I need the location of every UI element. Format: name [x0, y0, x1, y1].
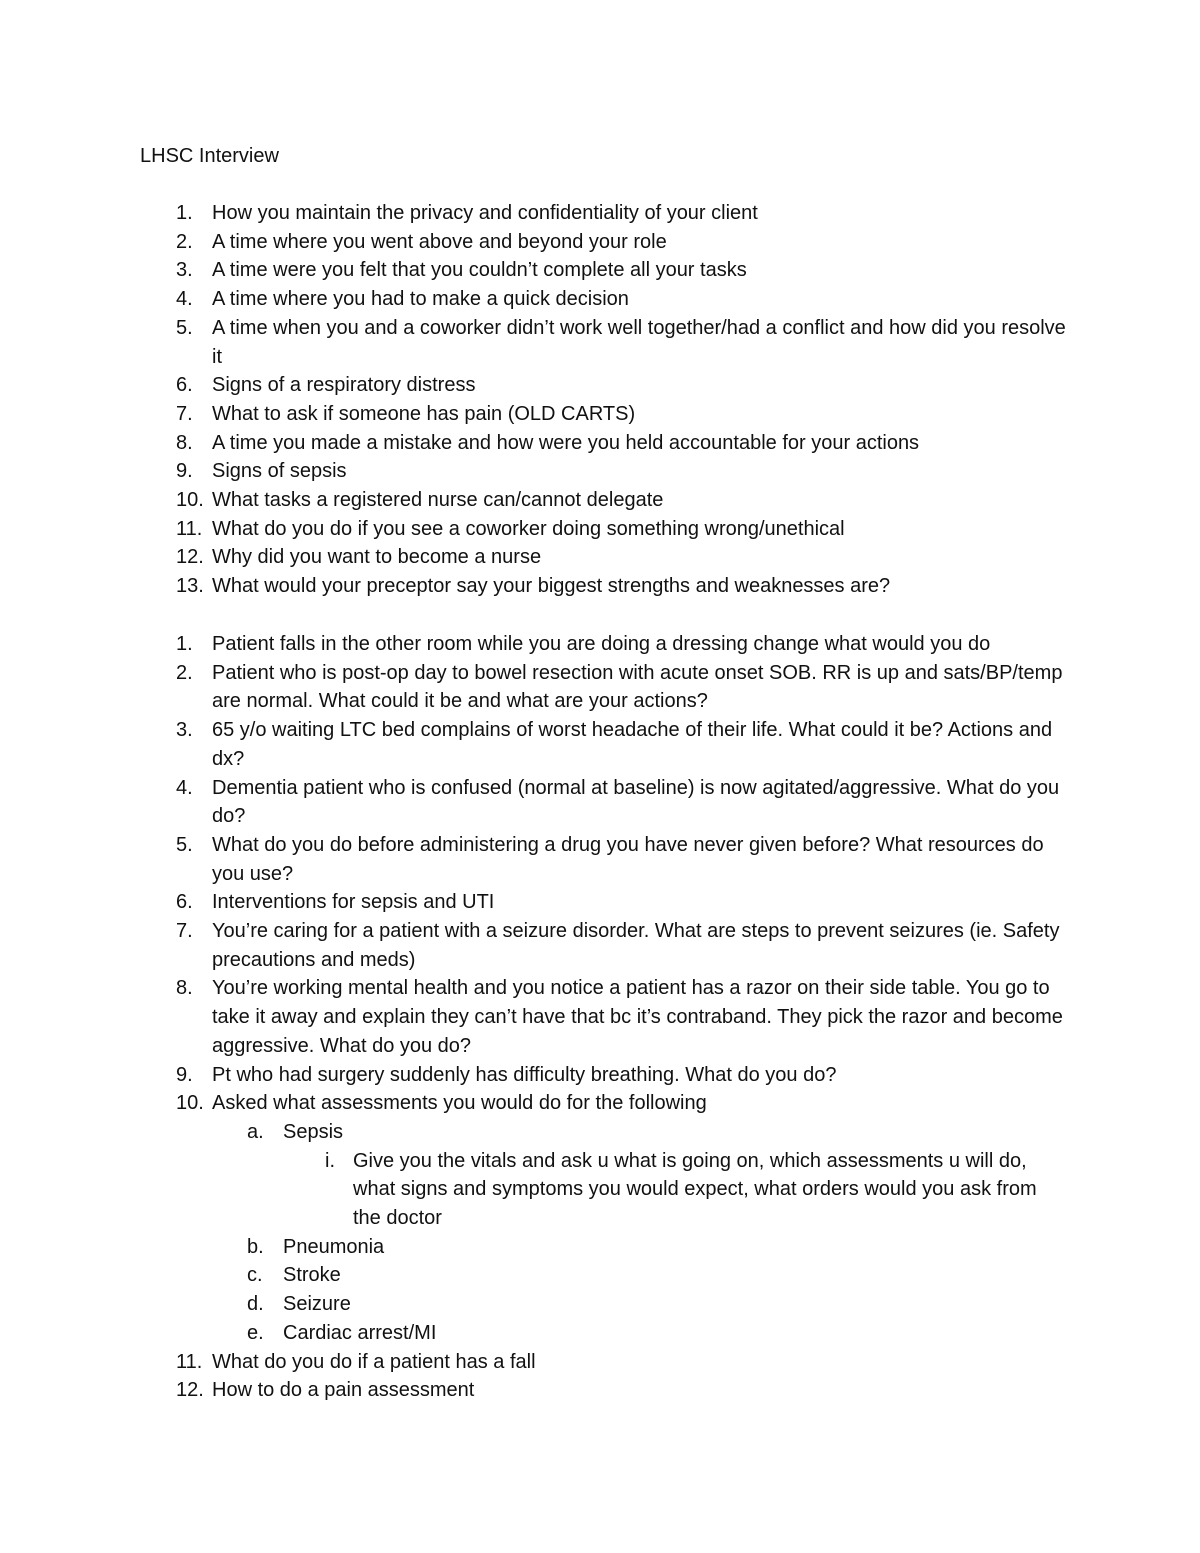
sub-list-item	[0, 1261, 1200, 1290]
list-item	[0, 228, 1200, 257]
item-number: 3.	[176, 719, 193, 742]
item-number: 6.	[176, 891, 193, 914]
item-number: 13.	[176, 575, 204, 598]
item-text: A time where you had to make a quick decision	[212, 288, 629, 311]
list-item	[0, 486, 1200, 515]
list-item	[0, 1376, 1200, 1405]
item-text: Signs of a respiratory distress	[212, 374, 476, 397]
scenario-questions-list	[0, 630, 1200, 1405]
item-number: 7.	[176, 920, 193, 943]
sub-item-marker: a.	[247, 1120, 264, 1143]
item-text: 65 y/o waiting LTC bed complains of worst headache of their life. What could it be? Actions and dx?	[212, 719, 1053, 770]
item-text: Pt who had surgery suddenly has difficulty breathing. What do you do?	[212, 1063, 837, 1086]
sub-item-text: Cardiac arrest/MI	[283, 1321, 437, 1344]
item-text: You’re working mental health and you notice a patient has a razor on their side table. You go to take it away and explain they can’t have that bc it’s contraband. They pick the razor and become aggressive. What do you do?	[212, 977, 1063, 1057]
item-number: 8.	[176, 431, 193, 454]
list-item	[0, 515, 1200, 544]
list-item	[0, 630, 1200, 659]
item-number: 6.	[176, 374, 193, 397]
interview-questions-list	[0, 199, 1200, 601]
list-item	[0, 371, 1200, 400]
item-text: What do you do if you see a coworker doing something wrong/unethical	[212, 517, 845, 540]
item-number: 12.	[176, 1379, 204, 1402]
item-text: Why did you want to become a nurse	[212, 546, 542, 569]
item-text: You’re caring for a patient with a seizure disorder. What are steps to prevent seizures (ie. Safety precautions and meds)	[212, 920, 1060, 971]
item-text: A time where you went above and beyond your role	[212, 230, 667, 253]
item-text: What to ask if someone has pain (OLD CARTS)	[212, 402, 636, 425]
list-item	[0, 543, 1200, 572]
item-text: Patient falls in the other room while you are doing a dressing change what would you do	[212, 633, 991, 655]
list-item	[0, 400, 1200, 429]
list-item	[0, 199, 1200, 228]
sub-list-item	[0, 1319, 1200, 1348]
list-item	[0, 1061, 1200, 1090]
sub-item-marker: b.	[247, 1235, 264, 1258]
list-item	[0, 429, 1200, 458]
sub-sub-item-text: Give you the vitals and ask u what is going on, which assessments u will do, what signs and symptoms you would expect, what orders would you ask from the doctor	[353, 1149, 1037, 1230]
item-number: 9.	[176, 1063, 193, 1086]
item-text: What do you do before administering a drug you have never given before? What resources do you use?	[212, 833, 1044, 885]
sub-sub-item-marker: i.	[325, 1149, 335, 1172]
list-item	[0, 716, 1200, 773]
item-number: 1.	[176, 633, 193, 655]
sub-list-item	[0, 1118, 1200, 1147]
item-number: 1.	[176, 202, 193, 224]
item-text: Interventions for sepsis and UTI	[212, 891, 495, 914]
sub-item-marker: c.	[247, 1264, 263, 1287]
sub-item-text: Pneumonia	[283, 1235, 385, 1258]
item-text: A time were you felt that you couldn’t complete all your tasks	[212, 259, 747, 282]
item-text: Dementia patient who is confused (normal at baseline) is now agitated/aggressive. What do you do?	[212, 776, 1060, 828]
list-item	[0, 974, 1200, 1060]
item-number: 11.	[176, 517, 203, 540]
list-item	[0, 659, 1200, 716]
item-text: What do you do if a patient has a fall	[212, 1350, 536, 1373]
list-item	[0, 572, 1200, 601]
item-number: 9.	[176, 460, 193, 483]
sub-item-marker: d.	[247, 1293, 264, 1316]
list-item	[0, 285, 1200, 314]
sub-list-item	[0, 1290, 1200, 1319]
item-number: 10.	[176, 1092, 204, 1115]
list-item	[0, 1348, 1200, 1377]
item-text: Signs of sepsis	[212, 460, 347, 483]
item-number: 2.	[176, 230, 193, 253]
sub-list-item	[0, 1233, 1200, 1262]
item-text: Asked what assessments you would do for the following	[212, 1092, 707, 1115]
list-item	[0, 256, 1200, 285]
list-item	[0, 888, 1200, 917]
list-item	[0, 831, 1200, 888]
item-number: 3.	[176, 259, 193, 282]
item-text: Patient who is post-op day to bowel resection with acute onset SOB. RR is up and sats/BP/temp are normal. What could it be and what are your actions?	[212, 661, 1063, 713]
item-text: What tasks a registered nurse can/cannot delegate	[212, 489, 664, 512]
item-number: 4.	[176, 776, 193, 799]
list-item	[0, 314, 1200, 371]
item-number: 12.	[176, 546, 204, 569]
sub-sub-list-item	[0, 1147, 1200, 1233]
item-number: 10.	[176, 489, 204, 512]
item-text: How to do a pain assessment	[212, 1379, 475, 1402]
item-number: 4.	[176, 288, 193, 311]
item-number: 2.	[176, 661, 193, 684]
list-item	[0, 774, 1200, 831]
sub-item-text: Stroke	[283, 1264, 341, 1287]
sub-item-text: Sepsis	[283, 1120, 344, 1143]
item-number: 5.	[176, 833, 193, 856]
item-text: A time you made a mistake and how were you held accountable for your actions	[212, 431, 920, 454]
sub-item-marker: e.	[247, 1321, 264, 1344]
list-item	[0, 457, 1200, 486]
document-title: LHSC Interview	[140, 145, 279, 167]
item-number: 11.	[176, 1350, 203, 1373]
item-text: A time when you and a coworker didn’t work well together/had a conflict and how did you resolve it	[212, 316, 1066, 368]
item-text: How you maintain the privacy and confidentiality of your client	[212, 202, 758, 224]
list-item	[0, 917, 1200, 974]
item-number: 5.	[176, 316, 193, 339]
sub-item-text: Seizure	[283, 1293, 351, 1316]
item-text: What would your preceptor say your biggest strengths and weaknesses are?	[212, 575, 891, 598]
list-item	[0, 1089, 1200, 1118]
item-number: 7.	[176, 402, 193, 425]
item-number: 8.	[176, 977, 193, 1000]
